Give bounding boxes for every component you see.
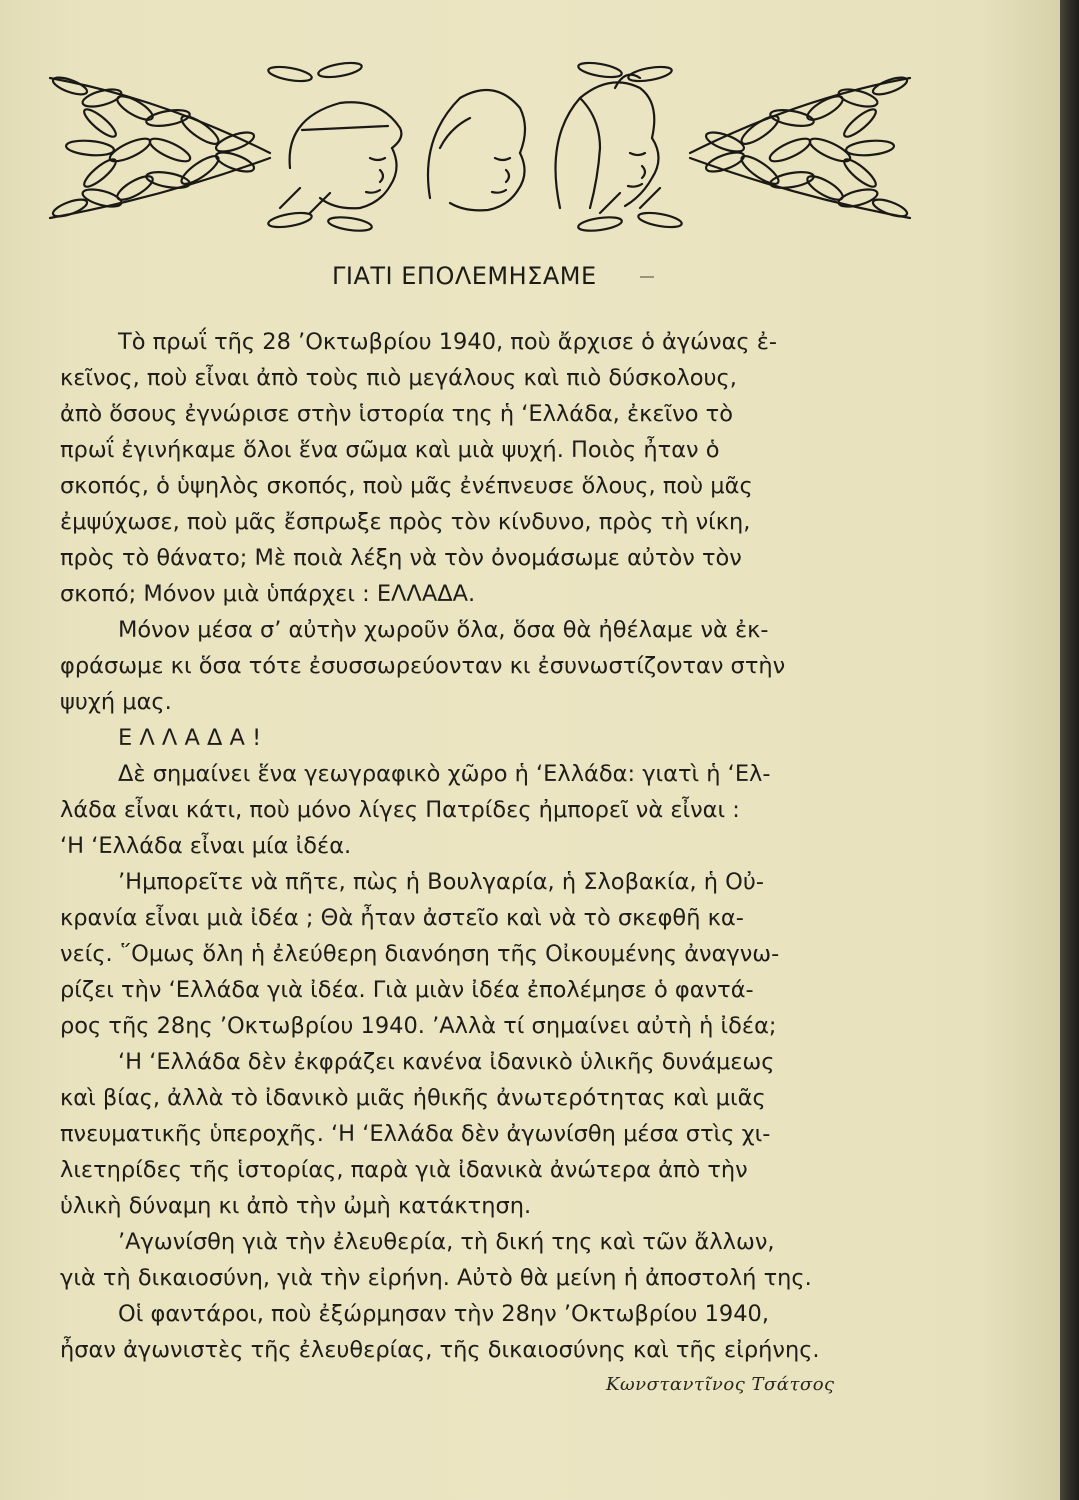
- text-line: Μόνον μέσα σ’ αὐτὴν χωροῦν ὅλα, ὅσα θὰ ἠθέλαμε νὰ ἐκ-: [118, 617, 769, 643]
- text-line: ἐμψύχωσε, ποὺ μᾶς ἔσπρωξε πρὸς τὸν κίνδυνο, πρὸς τὴ νίκη,: [60, 509, 751, 535]
- text-line: σκοπός, ὁ ὑψηλὸς σκοπός, ποὺ μᾶς ἐνέπνευσε ὅλους, ποὺ μᾶς: [60, 473, 753, 499]
- text-line: λιετηρίδες τῆς ἱστορίας, παρὰ γιὰ ἰδανικὰ ἀνώτερα ἀπὸ τὴν: [60, 1157, 748, 1183]
- text-line: ‘Η ‘Ελλάδα δὲν ἐκφράζει κανένα ἰδανικὸ ὑλικῆς δυνάμεως: [118, 1049, 775, 1075]
- text-line: κεῖνος, ποὺ εἶναι ἀπὸ τοὺς πιὸ μεγάλους καὶ πιὸ δύσκολους,: [60, 365, 737, 391]
- text-line: ‘Η ‘Ελλάδα εἶναι μία ἰδέα.: [60, 833, 352, 859]
- text-line: καὶ βίας, ἀλλὰ τὸ ἰδανικὸ μιᾶς ἠθικῆς ἀνωτερότητας καὶ μιᾶς: [60, 1085, 766, 1111]
- page-title: ΓΙΑΤΙ ΕΠΟΛΕΜΗΣΑΜΕ: [332, 262, 597, 290]
- text-line: ρος τῆς 28ης ’Οκτωβρίου 1940. ’Αλλὰ τί σημαίνει αὐτὴ ἡ ἰδέα;: [60, 1013, 777, 1039]
- text-line: πνευματικῆς ὑπεροχῆς. ‘Η ‘Ελλάδα δὲν ἀγωνίσθη μέσα στὶς χι-: [60, 1121, 771, 1147]
- text-line: ’Αγωνίσθη γιὰ τὴν ἐλευθερία, τὴ δική της καὶ τῶν ἄλλων,: [118, 1229, 775, 1255]
- text-line: σκοπό; Μόνον μιὰ ὑπάρχει : ΕΛΛΑΔΑ.: [60, 581, 476, 607]
- text-line: Τὸ πρωΐ τῆς 28 ’Οκτωβρίου 1940, ποὺ ἄρχισε ὁ ἀγώνας ἐ-: [118, 329, 778, 355]
- text-line: πρωΐ ἐγινήκαμε ὅλοι ἕνα σῶμα καὶ μιὰ ψυχή. Ποιὸς ἦταν ὁ: [60, 437, 720, 463]
- text-line: ’Ημπορεῖτε νὰ πῆτε, πὼς ἡ Βουλγαρία, ἡ Σλοβακία, ἡ Οὐ-: [118, 869, 765, 895]
- text-line: Οἱ φαντάροι, ποὺ ἐξώρμησαν τὴν 28ην ’Οκτωβρίου 1940,: [118, 1301, 770, 1327]
- text-line: λάδα εἶναι κάτι, ποὺ μόνο λίγες Πατρίδες ἠμπορεῖ νὰ εἶναι :: [60, 797, 740, 823]
- text-line: ἦσαν ἀγωνιστὲς τῆς ἐλευθερίας, τῆς δικαιοσύνης καὶ τῆς εἰρήνης.: [60, 1337, 820, 1363]
- text-line: ψυχή μας.: [60, 689, 172, 715]
- text-line: ὑλικὴ δύναμη κι ἀπὸ τὴν ὠμὴ κατάκτηση.: [60, 1193, 532, 1219]
- text-line: πρὸς τὸ θάνατο; Μὲ ποιὰ λέξη νὰ τὸν ὀνομάσωμε αὐτὸν τὸν: [60, 545, 742, 571]
- book-edge: [1060, 0, 1079, 1500]
- text-line: ἀπὸ ὅσους ἐγνώρισε στὴν ἱστορία της ἡ ‘Ελλάδα, ἐκεῖνο τὸ: [60, 401, 733, 427]
- text-line: νείς. ῞Ομως ὅλη ἡ ἐλεύθερη διανόηση τῆς Οἰκουμένης ἀναγνω-: [60, 941, 780, 967]
- text-line: γιὰ τὴ δικαιοσύνη, γιὰ τὴν εἰρήνη. Αὐτὸ θὰ μείνη ἡ ἀποστολή της.: [60, 1265, 812, 1291]
- text-line: Ε Λ Λ Α Δ Α !: [118, 725, 262, 751]
- text-line: ρίζει τὴν ‘Ελλάδα γιὰ ἰδέα. Γιὰ μιὰν ἰδέα ἐπολέμησε ὁ φαντά-: [60, 977, 754, 1003]
- author-signature: Κωνσταντῖνος Τσάτσος: [606, 1374, 835, 1395]
- text-line: κρανία εἶναι μιὰ ἰδέα ; Θὰ ἦταν ἀστεῖο καὶ νὰ τὸ σκεφθῆ κα-: [60, 905, 744, 931]
- text-line: φράσωμε κι ὅσα τότε ἐσυσσωρεύονταν κι ἐσυνωστίζονταν στὴν: [60, 653, 786, 679]
- text-line: Δὲ σημαίνει ἕνα γεωγραφικὸ χῶρο ἡ ‘Ελλάδα: γιατὶ ἡ ‘Ελ-: [118, 761, 771, 787]
